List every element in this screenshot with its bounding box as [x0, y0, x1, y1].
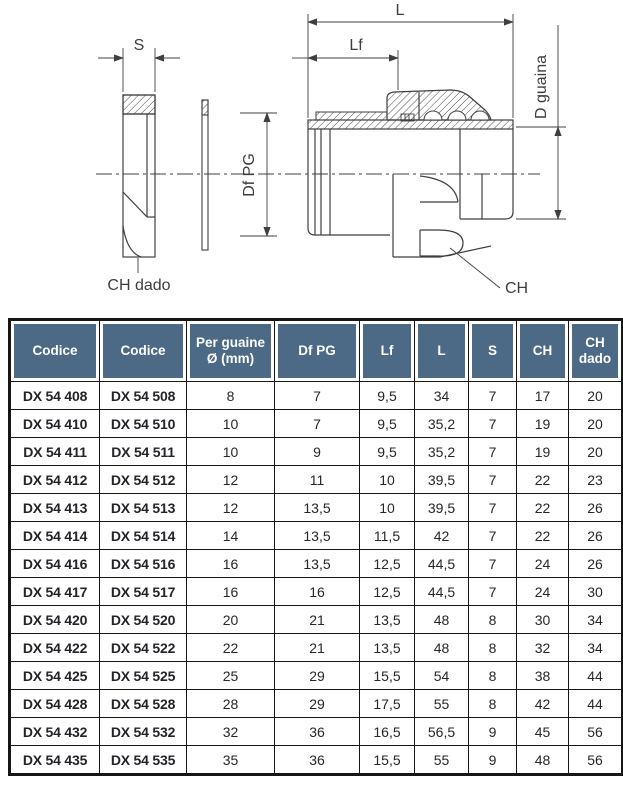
- code-cell: DX 54 511: [100, 438, 187, 466]
- code-cell: DX 54 435: [10, 746, 100, 775]
- value-cell: 44,5: [415, 578, 469, 606]
- value-cell: 12,5: [360, 578, 415, 606]
- value-cell: 13,5: [275, 522, 360, 550]
- value-cell: 20: [569, 438, 623, 466]
- value-cell: 35: [187, 746, 275, 775]
- value-cell: 44: [569, 690, 623, 718]
- value-cell: 44,5: [415, 550, 469, 578]
- value-cell: 30: [569, 578, 623, 606]
- value-cell: 21: [275, 606, 360, 634]
- dim-label-l: L: [395, 2, 405, 19]
- table-row: [10, 466, 623, 494]
- value-cell: 22: [187, 634, 275, 662]
- code-cell: DX 54 408: [10, 382, 100, 410]
- spec-table: [8, 318, 623, 776]
- spec-table-body: [10, 382, 623, 775]
- column-header-label: CH dado: [572, 324, 618, 378]
- value-cell: 39,5: [415, 466, 469, 494]
- code-cell: DX 54 525: [100, 662, 187, 690]
- code-cell: DX 54 420: [10, 606, 100, 634]
- value-cell: 16: [187, 550, 275, 578]
- value-cell: 56: [569, 718, 623, 746]
- value-cell: 48: [415, 634, 469, 662]
- value-cell: 7: [275, 382, 360, 410]
- value-cell: 7: [469, 466, 517, 494]
- table-row: [10, 662, 623, 690]
- value-cell: 7: [275, 410, 360, 438]
- value-cell: 9: [275, 438, 360, 466]
- value-cell: 15,5: [360, 662, 415, 690]
- code-cell: DX 54 508: [100, 382, 187, 410]
- value-cell: 36: [275, 746, 360, 775]
- value-cell: 34: [415, 382, 469, 410]
- value-cell: 12,5: [360, 550, 415, 578]
- value-cell: 17: [517, 382, 569, 410]
- value-cell: 11,5: [360, 522, 415, 550]
- value-cell: 10: [187, 438, 275, 466]
- code-cell: DX 54 422: [10, 634, 100, 662]
- column-header-7: [469, 320, 517, 382]
- code-cell: DX 54 528: [100, 690, 187, 718]
- value-cell: 45: [517, 718, 569, 746]
- code-cell: DX 54 416: [10, 550, 100, 578]
- column-header-label: Codice: [14, 324, 96, 378]
- code-cell: DX 54 411: [10, 438, 100, 466]
- value-cell: 44: [569, 662, 623, 690]
- value-cell: 16,5: [360, 718, 415, 746]
- value-cell: 21: [275, 634, 360, 662]
- spec-table-head: [10, 320, 623, 382]
- value-cell: 7: [469, 410, 517, 438]
- code-cell: DX 54 413: [10, 494, 100, 522]
- dim-label-ch: CH: [505, 280, 529, 297]
- dim-label-df-pg: Df PG: [241, 153, 258, 197]
- code-cell: DX 54 432: [10, 718, 100, 746]
- value-cell: 24: [517, 550, 569, 578]
- code-cell: DX 54 513: [100, 494, 187, 522]
- nut-section-view: [123, 95, 155, 257]
- technical-drawing: [0, 0, 623, 310]
- value-cell: 7: [469, 578, 517, 606]
- code-cell: DX 54 417: [10, 578, 100, 606]
- column-header-label: S: [472, 324, 513, 378]
- value-cell: 22: [517, 522, 569, 550]
- code-cell: DX 54 510: [100, 410, 187, 438]
- table-row: [10, 494, 623, 522]
- column-header-label: CH: [520, 324, 565, 378]
- value-cell: 9,5: [360, 382, 415, 410]
- code-cell: DX 54 532: [100, 718, 187, 746]
- code-cell: DX 54 516: [100, 550, 187, 578]
- code-cell: DX 54 514: [100, 522, 187, 550]
- value-cell: 48: [517, 746, 569, 775]
- value-cell: 8: [469, 606, 517, 634]
- value-cell: 10: [360, 466, 415, 494]
- table-row: [10, 578, 623, 606]
- value-cell: 35,2: [415, 438, 469, 466]
- dim-label-d-guaina: D guaina: [533, 54, 550, 120]
- value-cell: 26: [569, 522, 623, 550]
- value-cell: 17,5: [360, 690, 415, 718]
- value-cell: 8: [469, 662, 517, 690]
- column-header-label: Codice: [103, 324, 183, 378]
- code-cell: DX 54 414: [10, 522, 100, 550]
- table-row: [10, 746, 623, 775]
- value-cell: 20: [569, 382, 623, 410]
- value-cell: 26: [569, 494, 623, 522]
- value-cell: 22: [517, 494, 569, 522]
- value-cell: 8: [469, 634, 517, 662]
- value-cell: 22: [517, 466, 569, 494]
- value-cell: 13,5: [275, 494, 360, 522]
- code-cell: DX 54 517: [100, 578, 187, 606]
- value-cell: 56: [569, 746, 623, 775]
- table-row: [10, 522, 623, 550]
- column-header-5: [360, 320, 415, 382]
- value-cell: 35,2: [415, 410, 469, 438]
- code-cell: DX 54 520: [100, 606, 187, 634]
- value-cell: 9,5: [360, 410, 415, 438]
- column-header-4: [275, 320, 360, 382]
- value-cell: 32: [187, 718, 275, 746]
- value-cell: 13,5: [360, 634, 415, 662]
- value-cell: 54: [415, 662, 469, 690]
- value-cell: 25: [187, 662, 275, 690]
- dim-label-lf: Lf: [349, 37, 363, 54]
- column-header-8: [517, 320, 569, 382]
- value-cell: 16: [275, 578, 360, 606]
- code-cell: DX 54 522: [100, 634, 187, 662]
- code-cell: DX 54 535: [100, 746, 187, 775]
- value-cell: 15,5: [360, 746, 415, 775]
- value-cell: 9: [469, 718, 517, 746]
- value-cell: 42: [517, 690, 569, 718]
- code-cell: DX 54 410: [10, 410, 100, 438]
- dim-label-ch-dado: CH dado: [107, 277, 171, 294]
- code-cell: DX 54 412: [10, 466, 100, 494]
- value-cell: 29: [275, 662, 360, 690]
- code-cell: DX 54 428: [10, 690, 100, 718]
- value-cell: 13,5: [360, 606, 415, 634]
- column-header-3: [187, 320, 275, 382]
- value-cell: 34: [569, 606, 623, 634]
- dim-label-s: S: [133, 37, 145, 54]
- value-cell: 7: [469, 494, 517, 522]
- table-row: [10, 634, 623, 662]
- value-cell: 10: [187, 410, 275, 438]
- value-cell: 19: [517, 438, 569, 466]
- value-cell: 10: [360, 494, 415, 522]
- value-cell: 55: [415, 690, 469, 718]
- column-header-label: Per guaine Ø (mm): [190, 324, 271, 378]
- code-cell: DX 54 425: [10, 662, 100, 690]
- value-cell: 16: [187, 578, 275, 606]
- gland-section-view: [308, 90, 513, 257]
- washer-view: [202, 100, 208, 250]
- value-cell: 8: [469, 690, 517, 718]
- value-cell: 39,5: [415, 494, 469, 522]
- value-cell: 9: [469, 746, 517, 775]
- column-header-1: [10, 320, 100, 382]
- value-cell: 7: [469, 550, 517, 578]
- value-cell: 23: [569, 466, 623, 494]
- table-row: [10, 438, 623, 466]
- value-cell: 14: [187, 522, 275, 550]
- value-cell: 7: [469, 438, 517, 466]
- column-header-9: [569, 320, 623, 382]
- value-cell: 56,5: [415, 718, 469, 746]
- table-row: [10, 606, 623, 634]
- value-cell: 26: [569, 550, 623, 578]
- value-cell: 36: [275, 718, 360, 746]
- value-cell: 12: [187, 494, 275, 522]
- value-cell: 13,5: [275, 550, 360, 578]
- value-cell: 29: [275, 690, 360, 718]
- value-cell: 34: [569, 634, 623, 662]
- value-cell: 20: [569, 410, 623, 438]
- value-cell: 42: [415, 522, 469, 550]
- value-cell: 38: [517, 662, 569, 690]
- value-cell: 28: [187, 690, 275, 718]
- value-cell: 9,5: [360, 438, 415, 466]
- code-cell: DX 54 512: [100, 466, 187, 494]
- column-header-6: [415, 320, 469, 382]
- value-cell: 8: [187, 382, 275, 410]
- table-row: [10, 690, 623, 718]
- value-cell: 12: [187, 466, 275, 494]
- column-header-label: Df PG: [278, 324, 356, 378]
- value-cell: 19: [517, 410, 569, 438]
- value-cell: 7: [469, 522, 517, 550]
- table-row: [10, 550, 623, 578]
- column-header-label: Lf: [363, 324, 411, 378]
- table-row: [10, 410, 623, 438]
- value-cell: 48: [415, 606, 469, 634]
- column-header-2: [100, 320, 187, 382]
- value-cell: 11: [275, 466, 360, 494]
- value-cell: 55: [415, 746, 469, 775]
- value-cell: 24: [517, 578, 569, 606]
- value-cell: 32: [517, 634, 569, 662]
- dimension-lines: [98, 14, 566, 288]
- value-cell: 20: [187, 606, 275, 634]
- value-cell: 7: [469, 382, 517, 410]
- column-header-label: L: [418, 324, 465, 378]
- value-cell: 30: [517, 606, 569, 634]
- table-row: [10, 718, 623, 746]
- table-row: [10, 382, 623, 410]
